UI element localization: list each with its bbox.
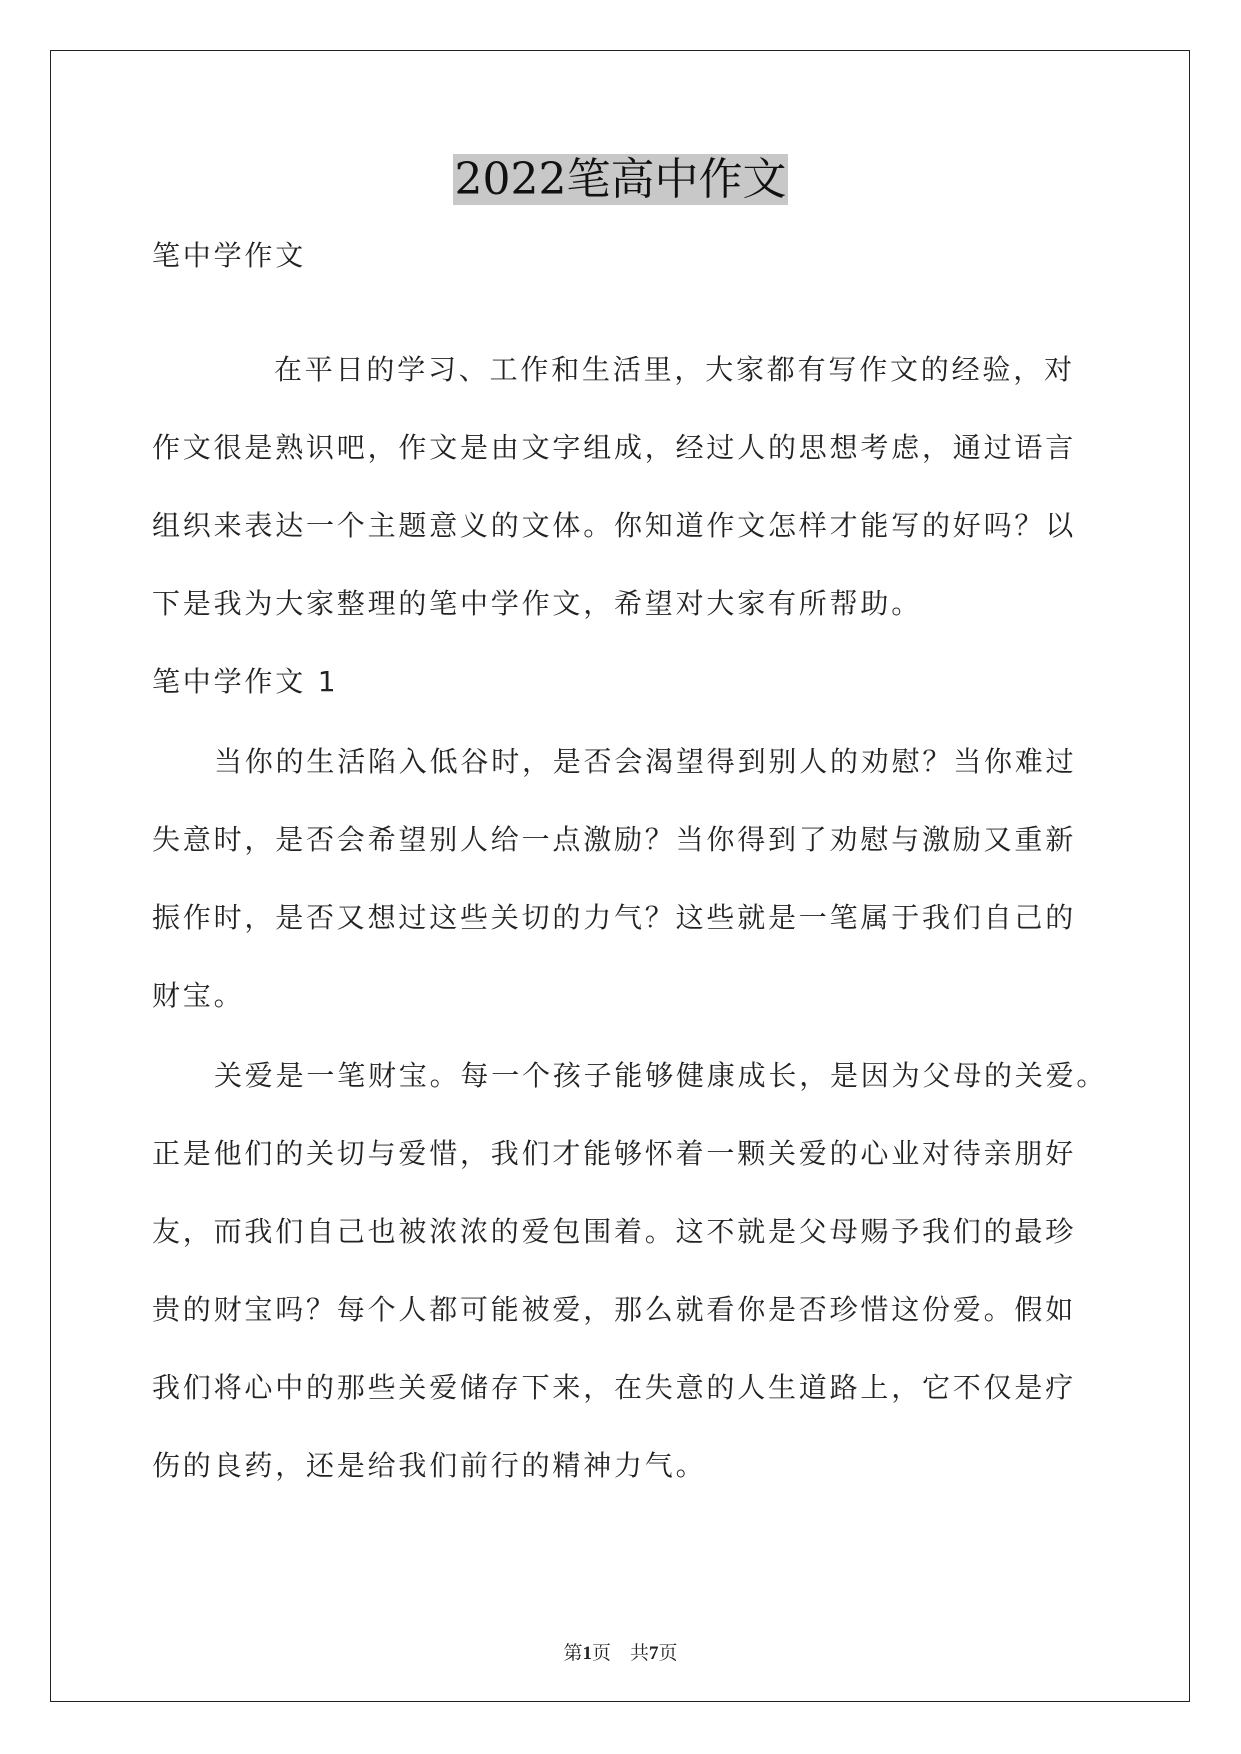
paragraph-line: 贵的财宝吗？每个人都可能被爱，那么就看你是否珍惜这份爱。假如 [152,1293,1077,1326]
paragraph-line: 在平日的学习、工作和生活里，大家都有写作文的经验，对 [274,353,1075,386]
document-title-text: 2022笔高中作文 [454,154,787,205]
paragraph-line: 我们将心中的那些关爱储存下来，在失意的人生道路上，它不仅是疗 [152,1371,1077,1404]
paragraph-line: 友，而我们自己也被浓浓的爱包围着。这不就是父母赐予我们的最珍 [152,1215,1077,1248]
footer-total-pages: 7 [649,1643,659,1664]
paragraph-line: 关爱是一笔财宝。每一个孩子能够健康成长，是因为父母的关爱。 [214,1059,1108,1092]
page-footer [0,1638,1241,1665]
paragraph-line: 财宝。 [152,979,245,1012]
footer-page-number: 1 [582,1643,592,1664]
paragraph-line: 作文很是熟识吧，作文是由文字组成，经过人的思想考虑，通过语言 [152,431,1077,464]
paragraph-line: 伤的良药，还是给我们前行的精神力气。 [152,1449,707,1482]
paragraph-line: 失意时，是否会希望别人给一点激励？当你得到了劝慰与激励又重新 [152,823,1077,856]
paragraph-line: 正是他们的关切与爱惜，我们才能够怀着一颗关爱的心业对待亲朋好 [152,1137,1077,1170]
footer-prefix: 第 [563,1642,583,1664]
paragraph-line: 振作时，是否又想过这些关切的力气？这些就是一笔属于我们自己的 [152,901,1077,934]
footer-suffix: 页 [658,1642,678,1664]
paragraph-line: 当你的生活陷入低谷时，是否会渴望得到别人的劝慰？当你难过 [214,745,1077,778]
section-heading: 笔中学作文 1 [152,665,339,698]
document-title [0,152,1241,208]
subtitle-line: 笔中学作文 [152,239,307,272]
paragraph-line: 组织来表达一个主题意义的文体。你知道作文怎样才能写的好吗？以 [152,509,1077,542]
footer-mid: 页 共 [591,1642,649,1664]
paragraph-line: 下是我为大家整理的笔中学作文，希望对大家有所帮助。 [152,587,923,620]
